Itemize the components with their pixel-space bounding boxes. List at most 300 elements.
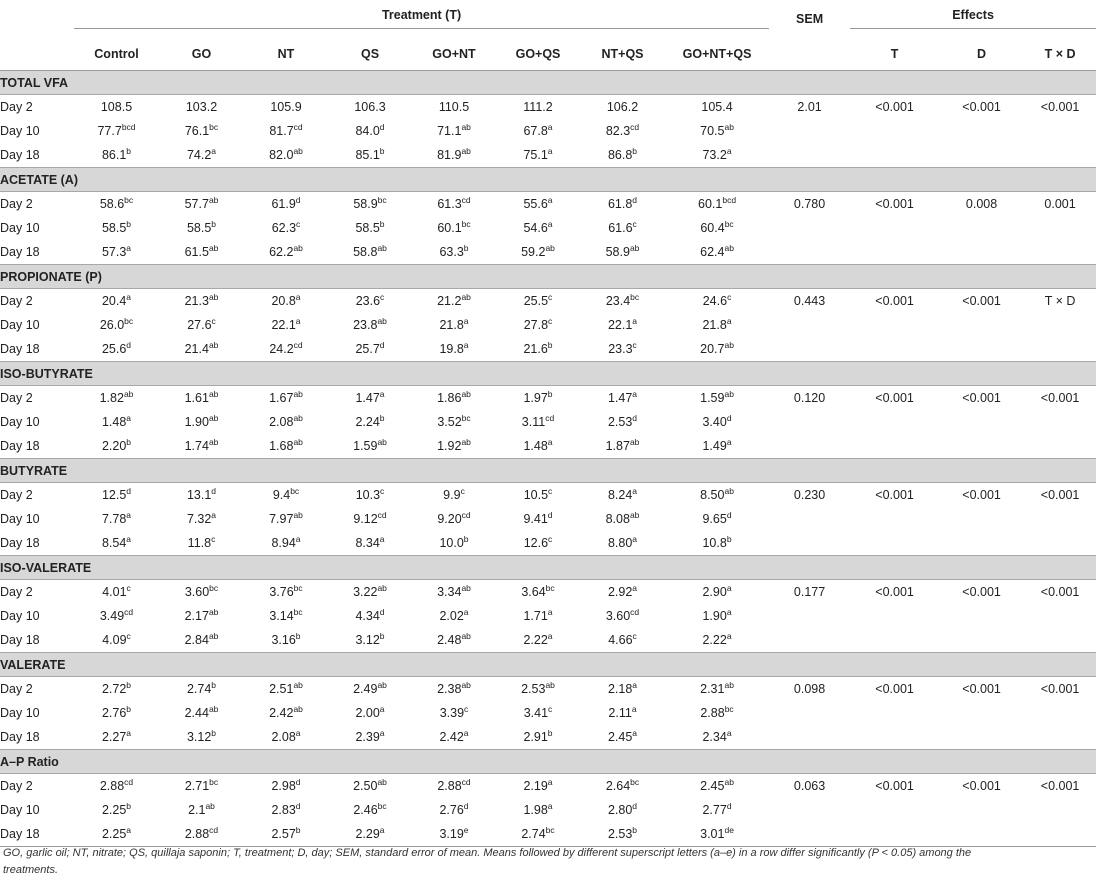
significance-letters: ab <box>208 413 219 423</box>
day-label: Day 10 <box>0 415 40 429</box>
cell-value: 1.86 <box>437 391 462 405</box>
significance-letters: b <box>379 413 385 423</box>
significance-letters: ab <box>724 243 734 253</box>
value-cell <box>328 798 412 822</box>
significance-letters: bc <box>461 413 471 423</box>
significance-letters: a <box>547 777 553 787</box>
significance-letters: c <box>548 292 553 302</box>
value-cell <box>496 774 580 799</box>
cell-value: 60.4 <box>700 221 725 235</box>
cell-value: 2.11 <box>608 706 632 720</box>
significance-letters: ab <box>377 583 387 593</box>
section-title: ISO-VALERATE <box>0 556 1096 580</box>
cell-value: 2.18 <box>607 682 633 696</box>
significance-letters: a <box>547 607 553 617</box>
value-cell <box>496 337 580 362</box>
value-cell <box>496 604 580 628</box>
significance-letters: ab <box>208 243 219 253</box>
effect-p-value: <0.001 <box>962 779 1001 793</box>
significance-letters: b <box>295 631 301 641</box>
cell-value: 2.38 <box>437 682 462 696</box>
value-cell <box>665 313 769 337</box>
value-cell <box>665 822 769 847</box>
significance-letters: bc <box>630 777 640 787</box>
value-cell <box>328 337 412 362</box>
cell-value: 8.80 <box>607 536 633 550</box>
cell-value: 3.16 <box>271 633 296 647</box>
sem-header: SEM <box>796 11 824 26</box>
cell-value: 1.74 <box>184 439 209 453</box>
table-row <box>0 192 1096 217</box>
value-cell <box>580 580 665 605</box>
cell-value: 21.6 <box>523 342 548 356</box>
significance-letters: ab <box>545 243 555 253</box>
significance-letters: a <box>295 728 301 738</box>
cell-value: 58.9 <box>353 197 378 211</box>
value-cell <box>580 531 665 556</box>
significance-letters: a <box>632 583 638 593</box>
cell-value: 2.31 <box>700 682 725 696</box>
cell-value: 4.01 <box>102 585 127 599</box>
cell-value: 60.1 <box>698 197 723 211</box>
value-cell <box>496 240 580 265</box>
day-label: Day 2 <box>0 294 33 308</box>
cell-value: 2.08 <box>269 415 294 429</box>
significance-letters: cd <box>545 413 555 423</box>
value-cell <box>328 313 412 337</box>
value-cell <box>244 798 328 822</box>
cell-value: 3.19 <box>439 827 464 841</box>
section-header-row <box>0 71 1096 95</box>
table-row <box>0 725 1096 750</box>
value-cell <box>580 119 665 143</box>
cell-value: 3.12 <box>186 730 212 744</box>
sem-value: 0.098 <box>793 682 826 696</box>
value-cell <box>244 386 328 411</box>
significance-letters: ab <box>545 680 555 690</box>
value-cell <box>665 434 769 459</box>
significance-letters: a <box>547 146 553 156</box>
value-cell <box>159 119 244 143</box>
value-cell <box>159 434 244 459</box>
value-cell <box>412 143 496 168</box>
table-row <box>0 240 1096 265</box>
cell-value: 2.84 <box>184 633 209 647</box>
cell-value: 20.7 <box>700 342 725 356</box>
significance-letters: a <box>295 316 301 326</box>
significance-letters: a <box>631 704 637 714</box>
cell-value: 7.78 <box>101 512 127 526</box>
cell-value: 2.53 <box>607 827 633 841</box>
significance-letters: a <box>126 510 132 520</box>
value-cell <box>665 483 769 508</box>
sem-value: 0.177 <box>793 585 826 599</box>
significance-letters: bc <box>545 825 555 835</box>
cell-value: 67.8 <box>523 124 548 138</box>
cell-value: 2.92 <box>607 585 633 599</box>
significance-letters: ab <box>208 704 219 714</box>
value-cell <box>580 289 665 314</box>
value-cell <box>496 216 580 240</box>
value-cell <box>496 483 580 508</box>
value-cell <box>665 507 769 531</box>
cell-value: 2.53 <box>521 682 546 696</box>
significance-letters: ab <box>629 510 640 520</box>
value-cell <box>328 240 412 265</box>
significance-letters: b <box>126 801 132 811</box>
value-cell <box>412 410 496 434</box>
value-cell <box>159 143 244 168</box>
significance-letters: ab <box>293 680 303 690</box>
value-cell <box>159 337 244 362</box>
cell-value: 61.3 <box>437 197 462 211</box>
value-cell <box>328 289 412 314</box>
sem-value: 2.01 <box>797 100 822 114</box>
cell-value: 25.6 <box>101 342 127 356</box>
section-title: VALERATE <box>0 653 1096 677</box>
value-cell <box>580 313 665 337</box>
cell-value: 8.54 <box>101 536 127 550</box>
significance-letters: a <box>547 437 553 447</box>
significance-letters: a <box>547 195 553 205</box>
significance-letters: ab <box>208 389 219 399</box>
value-cell <box>665 774 769 799</box>
significance-letters: a <box>126 243 132 253</box>
significance-letters: a <box>211 146 217 156</box>
value-cell <box>159 798 244 822</box>
table-row <box>0 386 1096 411</box>
cell-value: 1.67 <box>269 391 294 405</box>
cell-value: 61.5 <box>184 245 209 259</box>
value-cell <box>244 507 328 531</box>
significance-letters: ab <box>208 195 219 205</box>
cell-value: 23.6 <box>355 294 381 308</box>
value-cell <box>74 216 159 240</box>
significance-letters: c <box>296 219 301 229</box>
value-cell <box>580 677 665 702</box>
cell-value: 8.94 <box>271 536 296 550</box>
significance-letters: c <box>464 704 469 714</box>
cell-value: 23.4 <box>605 294 631 308</box>
cell-value: 2.91 <box>523 730 548 744</box>
significance-letters: b <box>126 680 132 690</box>
cell-value: 3.12 <box>355 633 380 647</box>
significance-letters: a <box>126 413 132 423</box>
table-row <box>0 677 1096 702</box>
value-cell <box>159 701 244 725</box>
significance-letters: ab <box>724 777 734 787</box>
significance-letters: cd <box>461 777 471 787</box>
cell-value: 63.3 <box>439 245 464 259</box>
value-cell <box>74 701 159 725</box>
treatment-group-header: Treatment (T) <box>74 0 769 37</box>
value-cell <box>159 410 244 434</box>
table-body <box>0 71 1096 847</box>
cell-value: 106.2 <box>606 100 639 114</box>
day-label: Day 2 <box>0 391 33 405</box>
section-header-row <box>0 168 1096 192</box>
value-cell <box>159 677 244 702</box>
value-cell <box>665 95 769 120</box>
cell-value: 10.8 <box>702 536 727 550</box>
cell-value: 9.9 <box>443 488 461 502</box>
significance-letters: ab <box>208 340 219 350</box>
value-cell <box>580 386 665 411</box>
significance-letters: bc <box>209 777 219 787</box>
section-header-row <box>0 556 1096 580</box>
table-row <box>0 822 1096 847</box>
cell-value: 10.0 <box>439 536 464 550</box>
cell-value: 73.2 <box>702 148 727 162</box>
cell-value: 9.41 <box>523 512 548 526</box>
sem-value: 0.780 <box>793 197 826 211</box>
significance-letters: a <box>726 146 732 156</box>
day-label: Day 2 <box>0 488 33 502</box>
treatment-column-header: QS <box>328 37 412 71</box>
effect-p-value: 0.001 <box>1044 197 1076 211</box>
value-cell <box>328 604 412 628</box>
significance-letters: cd <box>293 340 303 350</box>
significance-letters: a <box>726 607 732 617</box>
value-cell <box>496 701 580 725</box>
section-title: PROPIONATE (P) <box>0 265 1096 289</box>
cell-value: 26.0 <box>99 318 125 332</box>
value-cell <box>244 95 328 120</box>
cell-value: 75.1 <box>523 148 548 162</box>
value-cell <box>244 313 328 337</box>
cell-value: 2.51 <box>269 682 294 696</box>
day-label: Day 18 <box>0 439 40 453</box>
day-label: Day 10 <box>0 124 40 138</box>
cell-value: 105.9 <box>270 100 302 114</box>
value-cell <box>244 119 328 143</box>
cell-value: 2.45 <box>700 779 725 793</box>
value-cell <box>665 192 769 217</box>
significance-letters: b <box>211 219 217 229</box>
value-cell <box>580 798 665 822</box>
significance-letters: b <box>379 631 385 641</box>
cell-value: 2.88 <box>437 779 462 793</box>
significance-letters: ab <box>461 631 471 641</box>
significance-letters: a <box>211 510 217 520</box>
table-row <box>0 507 1096 531</box>
significance-letters: a <box>547 801 553 811</box>
cell-value: 61.8 <box>607 197 633 211</box>
cell-value: 1.71 <box>523 609 548 623</box>
significance-letters: a <box>726 728 732 738</box>
significance-letters: bc <box>630 292 640 302</box>
effect-p-value: <0.001 <box>962 488 1001 502</box>
value-cell <box>328 507 412 531</box>
value-cell <box>328 580 412 605</box>
day-label: Day 10 <box>0 609 40 623</box>
significance-letters: d <box>295 801 301 811</box>
significance-letters: d <box>211 486 217 496</box>
significance-letters: a <box>463 728 469 738</box>
significance-letters: cd <box>630 122 640 132</box>
significance-letters: ab <box>377 777 387 787</box>
effect-p-value: <0.001 <box>875 391 914 405</box>
value-cell <box>665 337 769 362</box>
table-row <box>0 774 1096 799</box>
significance-letters: c <box>548 316 553 326</box>
significance-letters: c <box>632 340 637 350</box>
effect-p-value: <0.001 <box>1040 682 1080 696</box>
significance-letters: a <box>547 631 553 641</box>
value-cell <box>74 386 159 411</box>
cell-value: 1.82 <box>99 391 124 405</box>
value-cell <box>74 774 159 799</box>
cell-value: 3.34 <box>437 585 462 599</box>
significance-letters: c <box>632 631 637 641</box>
effect-p-value: <0.001 <box>1040 488 1080 502</box>
table-row <box>0 798 1096 822</box>
cell-value: 1.90 <box>184 415 209 429</box>
cell-value: 4.66 <box>608 633 633 647</box>
significance-letters: b <box>211 680 217 690</box>
section-title: ISO-BUTYRATE <box>0 362 1096 386</box>
significance-letters: ab <box>293 437 303 447</box>
cell-value: 2.29 <box>355 827 380 841</box>
value-cell <box>412 337 496 362</box>
significance-letters: a <box>126 825 132 835</box>
value-cell <box>412 289 496 314</box>
significance-letters: d <box>379 340 385 350</box>
significance-letters: bc <box>461 219 471 229</box>
value-cell <box>328 774 412 799</box>
value-cell <box>665 410 769 434</box>
significance-letters: d <box>295 195 301 205</box>
value-cell <box>665 628 769 653</box>
value-cell <box>74 725 159 750</box>
effect-column-header: T × D <box>1024 37 1096 71</box>
cell-value: 3.22 <box>353 585 378 599</box>
table-row <box>0 483 1096 508</box>
significance-letters: d <box>379 122 385 132</box>
significance-letters: ab <box>461 146 471 156</box>
day-label: Day 18 <box>0 245 40 259</box>
day-label: Day 10 <box>0 803 40 817</box>
cell-value: 70.5 <box>700 124 725 138</box>
significance-letters: b <box>126 437 132 447</box>
significance-letters: b <box>126 146 132 156</box>
cell-value: 21.2 <box>437 294 462 308</box>
significance-letters: d <box>126 486 132 496</box>
value-cell <box>412 386 496 411</box>
value-cell <box>496 725 580 750</box>
significance-letters: ab <box>724 486 734 496</box>
cell-value: 3.60 <box>184 585 210 599</box>
value-cell <box>74 531 159 556</box>
significance-letters: a <box>463 607 469 617</box>
value-cell <box>412 216 496 240</box>
value-cell <box>580 434 665 459</box>
effect-p-value: <0.001 <box>962 682 1001 696</box>
value-cell <box>159 580 244 605</box>
significance-letters: c <box>460 486 465 496</box>
section-header-row <box>0 653 1096 677</box>
cell-value: 7.32 <box>186 512 212 526</box>
cell-value: 25.7 <box>355 342 380 356</box>
value-cell <box>74 580 159 605</box>
table-row <box>0 580 1096 605</box>
significance-letters: ab <box>724 340 734 350</box>
value-cell <box>580 628 665 653</box>
cell-value: 2.98 <box>271 779 296 793</box>
value-cell <box>159 822 244 847</box>
cell-value: 1.47 <box>607 391 633 405</box>
day-label: Day 2 <box>0 585 33 599</box>
significance-letters: b <box>726 534 732 544</box>
day-label: Day 2 <box>0 197 33 211</box>
value-cell <box>244 216 328 240</box>
cell-value: 20.4 <box>101 294 127 308</box>
effect-p-value: <0.001 <box>1040 100 1080 114</box>
value-cell <box>580 410 665 434</box>
value-cell <box>412 531 496 556</box>
value-cell <box>412 507 496 531</box>
cell-value: 76.1 <box>184 124 210 138</box>
significance-letters: b <box>379 146 385 156</box>
day-label: Day 18 <box>0 342 40 356</box>
cell-value: 1.59 <box>700 391 725 405</box>
value-cell <box>580 240 665 265</box>
cell-value: 3.52 <box>437 415 462 429</box>
value-cell <box>496 119 580 143</box>
value-cell <box>580 774 665 799</box>
cell-value: 1.87 <box>605 439 630 453</box>
value-cell <box>496 143 580 168</box>
day-label: Day 2 <box>0 779 33 793</box>
significance-letters: ab <box>293 243 303 253</box>
significance-letters: ab <box>205 801 215 811</box>
significance-letters: a <box>632 680 638 690</box>
cell-value: 1.48 <box>523 439 548 453</box>
significance-letters: b <box>632 146 638 156</box>
cell-value: 3.64 <box>521 585 546 599</box>
value-cell <box>665 798 769 822</box>
significance-letters: c <box>548 534 553 544</box>
cell-value: 7.97 <box>269 512 294 526</box>
significance-letters: a <box>547 219 553 229</box>
value-cell <box>496 798 580 822</box>
value-cell <box>244 434 328 459</box>
value-cell <box>74 240 159 265</box>
effect-p-value: <0.001 <box>875 585 914 599</box>
cell-value: 108.5 <box>100 100 133 114</box>
significance-letters: a <box>726 583 732 593</box>
value-cell <box>159 95 244 120</box>
value-cell <box>74 628 159 653</box>
value-cell <box>496 386 580 411</box>
value-cell <box>74 434 159 459</box>
cell-value: 22.1 <box>271 318 296 332</box>
cell-value: 4.34 <box>355 609 380 623</box>
value-cell <box>74 289 159 314</box>
table-row <box>0 701 1096 725</box>
table-row <box>0 216 1096 240</box>
value-cell <box>412 434 496 459</box>
value-cell <box>328 701 412 725</box>
significance-letters: a <box>632 389 638 399</box>
value-cell <box>159 725 244 750</box>
significance-letters: a <box>726 316 732 326</box>
significance-letters: ab <box>377 437 387 447</box>
cell-value: 9.20 <box>437 512 462 526</box>
cell-value: 2.08 <box>271 730 296 744</box>
significance-letters: c <box>126 631 131 641</box>
significance-letters: a <box>632 728 638 738</box>
